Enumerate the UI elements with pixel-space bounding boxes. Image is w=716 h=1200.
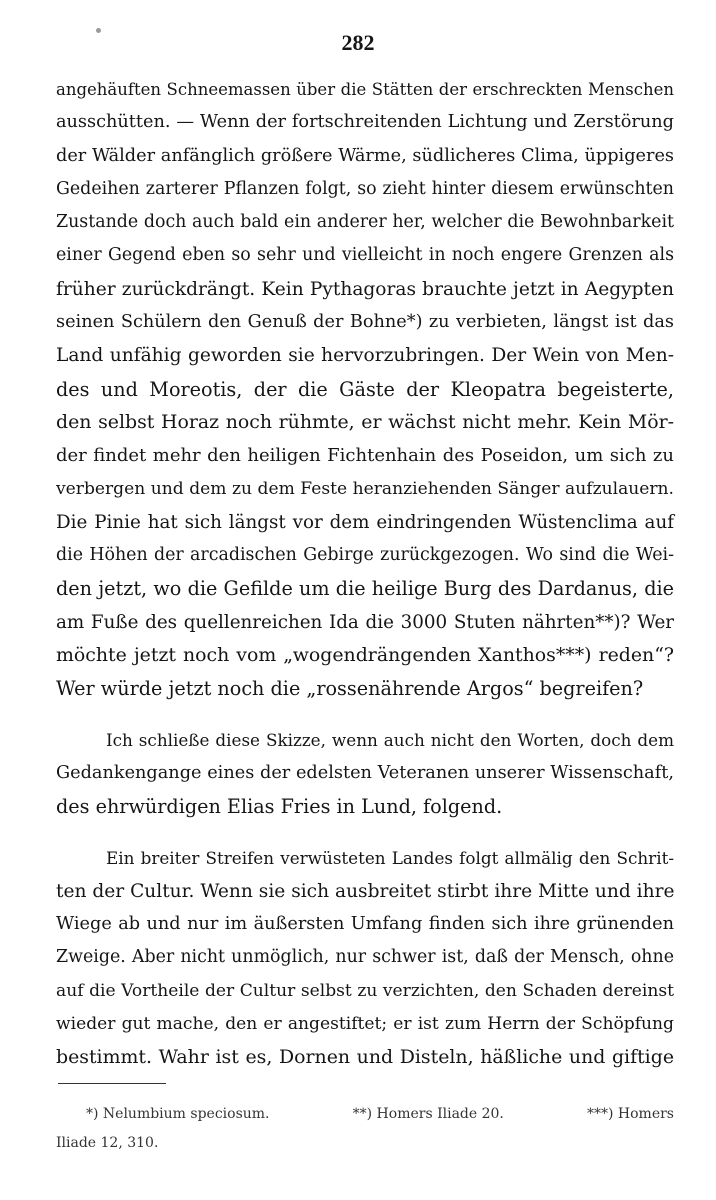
- paragraph-gap: [56, 706, 674, 724]
- text-line: auf die Vortheile der Cultur selbst zu verzichten, den Schaden dereinst: [56, 980, 674, 1001]
- text-line: am Fuße des quellenreichen Ida die 3000 Stuten nährten**)? Wer: [56, 611, 674, 633]
- text-line: Wiege ab und nur im äußersten Umfang finden sich ihre grünenden: [56, 914, 674, 935]
- footnote-2: **) Homers Iliade 20.: [352, 1106, 504, 1122]
- text-line: angehäuften Schneemassen über die Stätten der erschreckten Menschen: [56, 80, 674, 99]
- text-line: Zustande doch auch bald ein anderer her, welcher die Bewohnbarkeit: [56, 212, 674, 233]
- text-line: den jetzt, wo die Gefilde um die heilige Burg des Dardanus, die: [56, 577, 674, 601]
- text-line: Die Pinie hat sich längst vor dem eindringenden Wüstenclima auf: [56, 511, 674, 533]
- text-line: ausschütten. — Wenn der fortschreitenden Lichtung und Zerstörung: [56, 112, 674, 133]
- text-line: die Höhen der arcadischen Gebirge zurückgezogen. Wo sind die Wei-: [56, 545, 674, 566]
- text-line: ten der Cultur. Wenn sie sich ausbreitet stirbt ihre Mitte und ihre: [56, 880, 675, 902]
- footnote-1: *) Nelumbium speciosum.: [86, 1106, 270, 1122]
- paragraph-2: [56, 724, 674, 824]
- text-line: Ein breiter Streifen verwüsteten Landes folgt allmälig den Schrit-: [106, 847, 674, 868]
- footnote-row: [56, 1100, 674, 1129]
- text-line: der findet mehr den heiligen Fichtenhain des Poseidon, um sich zu: [56, 445, 674, 467]
- text-line: des ehrwürdigen Elias Fries in Lund, folgend.: [56, 795, 503, 819]
- text-line: des und Moreotis, der die Gäste der Kleopatra begeisterte,: [56, 377, 674, 401]
- text-line: Land unfähig geworden sie hervorzubringen. Der Wein von Men-: [56, 345, 674, 367]
- text-line: einer Gegend eben so sehr und vielleicht in noch engere Grenzen als: [56, 245, 674, 266]
- text-line: Wer würde jetzt noch die „rossenährende Argos“ begreifen?: [56, 677, 644, 701]
- text-line: früher zurückdrängt. Kein Pythagoras brauchte jetzt in Aegypten: [56, 278, 674, 300]
- text-line: möchte jetzt noch vom „wogendrängenden Xanthos***) reden“?: [56, 644, 674, 667]
- text-line: Zweige. Aber nicht unmöglich, nur schwer ist, daß der Mensch, ohne: [56, 947, 674, 968]
- text-line: Ich schließe diese Skizze, wenn auch nicht den Worten, doch dem: [106, 729, 674, 750]
- text-line: wieder gut mache, den er angestiftet; er ist zum Herrn der Schöpfung: [56, 1014, 674, 1035]
- text-line: verbergen und dem zu dem Feste heranziehenden Sänger aufzulauern.: [56, 478, 674, 499]
- footnote-separator: [58, 1083, 166, 1084]
- footnote-3-continuation: Iliade 12, 310.: [56, 1135, 159, 1151]
- text-line: den selbst Horaz noch rühmte, er wächst nicht mehr. Kein Mör-: [56, 410, 674, 433]
- paragraph-1: [56, 73, 674, 706]
- text-line: bestimmt. Wahr ist es, Dornen und Disteln, häßliche und giftige: [56, 1046, 674, 1069]
- footnote-3: ***) Homers: [587, 1106, 674, 1122]
- text-line: der Wälder anfänglich größere Wärme, südlicheres Clima, üppigeres: [56, 145, 674, 166]
- footnotes: [56, 1100, 674, 1158]
- body-text: [56, 73, 674, 1075]
- text-line: seinen Schülern den Genuß der Bohne*) zu verbieten, längst ist das: [56, 312, 674, 333]
- page-number: 282: [341, 30, 375, 55]
- paragraph-3: [56, 842, 674, 1075]
- paragraph-gap: [56, 824, 674, 842]
- text-line: Gedeihen zarterer Pflanzen folgt, so zieht hinter diesem erwünschten: [56, 178, 674, 199]
- text-line: Gedankengange eines der edelsten Veteranen unserer Wissenschaft,: [56, 762, 674, 783]
